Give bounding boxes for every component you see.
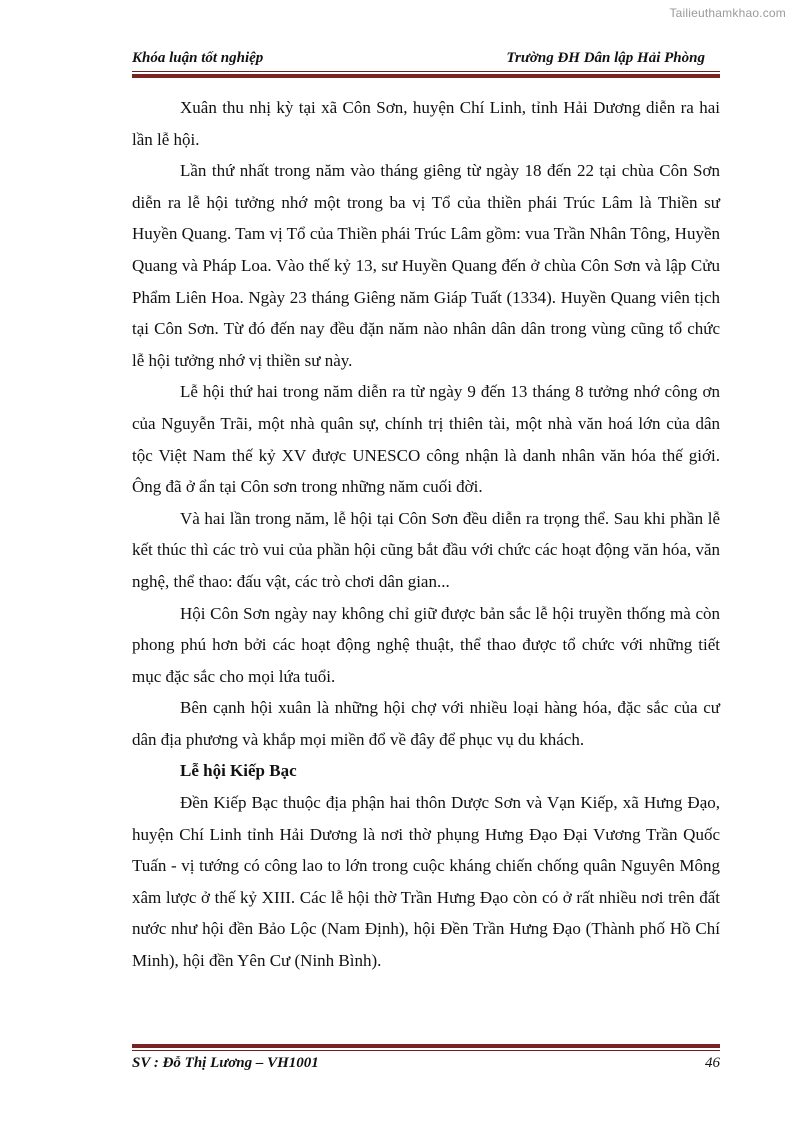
header-thesis-label: Khóa luận tốt nghiệp [132,50,264,66]
body-paragraph-6: Bên cạnh hội xuân là những hội chợ với nhiều loại hàng hóa, đặc sắc của cư dân địa phương và khắp mọi miền đổ về đây để phục vụ du khách. [132,698,720,749]
body-paragraph-7: Đền Kiếp Bạc thuộc địa phận hai thôn Dược Sơn và Vạn Kiếp, xã Hưng Đạo, huyện Chí Linh tỉnh Hải Dương là nơi thờ phụng Hưng Đạo Đại Vương Trần Quốc Tuấn - vị tướng có công lao to lớn trong cuộc kháng chiến chống quân Nguyên Mông xâm lược ở thế kỷ XIII. Các lễ hội thờ Trần Hưng Đạo còn có ở rất nhiều nơi trên đất nước như hội đền Bảo Lộc (Nam Định), hội Đền Trần Hưng Đạo (Thành phố Hồ Chí Minh), hội đền Yên Cư (Ninh Bình). [132,793,720,971]
document-body [132,92,720,977]
header-divider-thick [132,74,720,78]
header-divider-thin [132,71,720,72]
body-paragraph-2: Lần thứ nhất trong năm vào tháng giêng từ ngày 18 đến 22 tại chùa Côn Sơn diễn ra lễ hội tưởng nhớ một trong ba vị Tổ của thiền phái Trúc Lâm là Thiền sư Huyền Quang. Tam vị Tổ của Thiền phái Trúc Lâm gồm: vua Trần Nhân Tông, Huyền Quang và Pháp Loa. Vào thế kỷ 13, sư Huyền Quang đến ở chùa Côn Sơn và lập Cửu Phẩm Liên Hoa. Ngày 23 tháng Giêng năm Giáp Tuất (1334). Huyền Quang viên tịch tại Côn Sơn. Từ đó đến nay đều đặn năm nào nhân dân dân trong vùng cũng tổ chức lễ hội tưởng nhớ vị thiền sư này. [132,161,720,370]
body-paragraph-5: Hội Côn Sơn ngày nay không chỉ giữ được bản sắc lễ hội truyền thống mà còn phong phú hơn bởi các hoạt động nghệ thuật, thể thao được tổ chức với những tiết mục đặc sắc cho mọi lứa tuổi. [132,603,720,686]
page-header [132,48,705,70]
page-number: 46 [705,1055,720,1071]
footer-student-label: SV : Đỗ Thị Lương – VH1001 [132,1055,319,1071]
section-heading: Lễ hội Kiếp Bạc [180,761,297,781]
footer-divider-thick [132,1044,720,1048]
body-paragraph-3: Lễ hội thứ hai trong năm diễn ra từ ngày 9 đến 13 tháng 8 tưởng nhớ công ơn của Nguyễn Trãi, một nhà quân sự, chính trị thiên tài, một nhà văn hoá lớn của dân tộc Việt Nam thế kỷ XV được UNESCO công nhận là danh nhân văn hóa thế giới. Ông đã ở ẩn tại Côn sơn trong những năm cuối đời. [132,382,720,497]
page-footer [132,1055,720,1077]
watermark-text: Tailieuthamkhao.com [669,6,786,20]
body-paragraph-1: Xuân thu nhị kỳ tại xã Côn Sơn, huyện Chí Linh, tỉnh Hải Dương diễn ra hai lần lễ hội. [132,98,720,149]
footer-divider-thin [132,1050,720,1051]
body-paragraph-4: Và hai lần trong năm, lễ hội tại Côn Sơn đều diễn ra trọng thể. Sau khi phần lễ kết thúc thì các trò vui của phần hội cũng bắt đầu với chức các hoạt động văn hóa, văn nghệ, thể thao: đấu vật, các trò chơi dân gian... [132,508,720,591]
header-university-label: Trường ĐH Dân lập Hải Phòng [506,50,705,66]
